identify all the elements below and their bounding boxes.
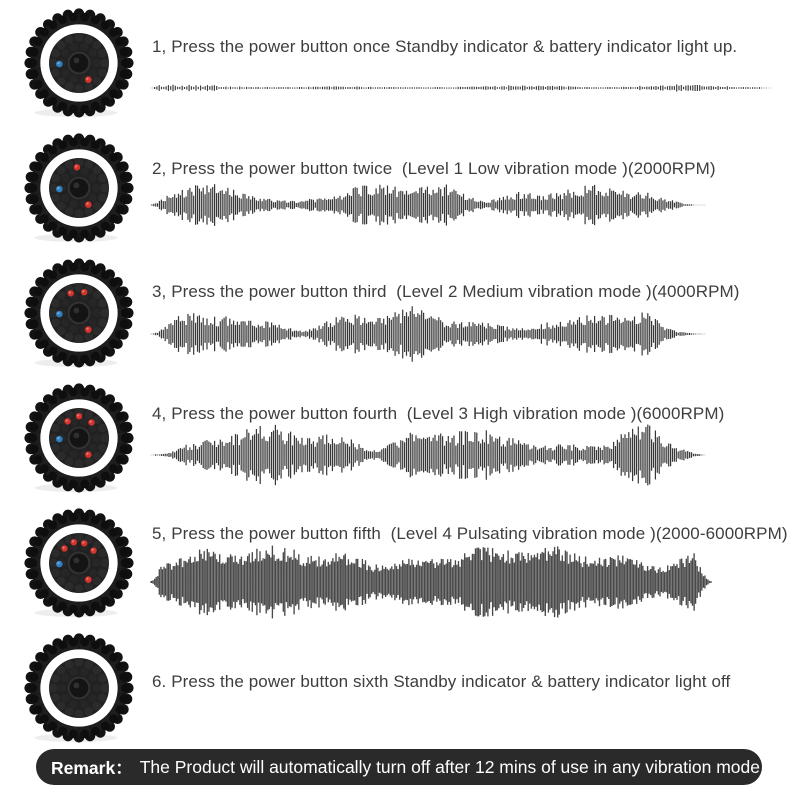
vibration-waveform <box>150 538 712 631</box>
vibration-waveform <box>150 173 706 242</box>
massage-ball-image <box>24 8 134 118</box>
step-text: 4, Press the power button fourth (Level 3 High vibration mode )(6000RPM) <box>152 404 725 423</box>
step-row <box>0 633 800 759</box>
step-text: 2, Press the power button twice (Level 1 Low vibration mode )(2000RPM) <box>152 159 716 178</box>
remark-label: Remark： <box>51 757 133 778</box>
step-row <box>0 258 800 384</box>
remark-text: The Product will automatically turn off after 12 mins of use in any vibration mode <box>139 756 760 777</box>
step-row <box>0 508 800 634</box>
step-row <box>0 133 800 259</box>
step-text: 1, Press the power button once Standby indicator & battery indicator light up. <box>152 37 738 56</box>
massage-ball-image <box>24 508 134 618</box>
step-text: 3, Press the power button third (Level 2 Medium vibration mode )(4000RPM) <box>152 282 740 301</box>
massage-ball-image <box>24 133 134 243</box>
step-text: 6. Press the power button sixth Standby indicator & battery indicator light off <box>152 672 731 691</box>
massage-ball-image <box>24 258 134 368</box>
vibration-waveform <box>150 80 772 101</box>
massage-ball-image <box>24 383 134 493</box>
vibration-waveform <box>150 297 706 376</box>
massage-ball-image <box>24 633 134 743</box>
vibration-waveform <box>150 409 706 506</box>
step-text: 5, Press the power button fifth (Level 4 Pulsating vibration mode )(2000-6000RPM) <box>152 524 788 543</box>
step-row <box>0 8 800 134</box>
step-row <box>0 383 800 509</box>
remark-pill <box>36 749 762 785</box>
